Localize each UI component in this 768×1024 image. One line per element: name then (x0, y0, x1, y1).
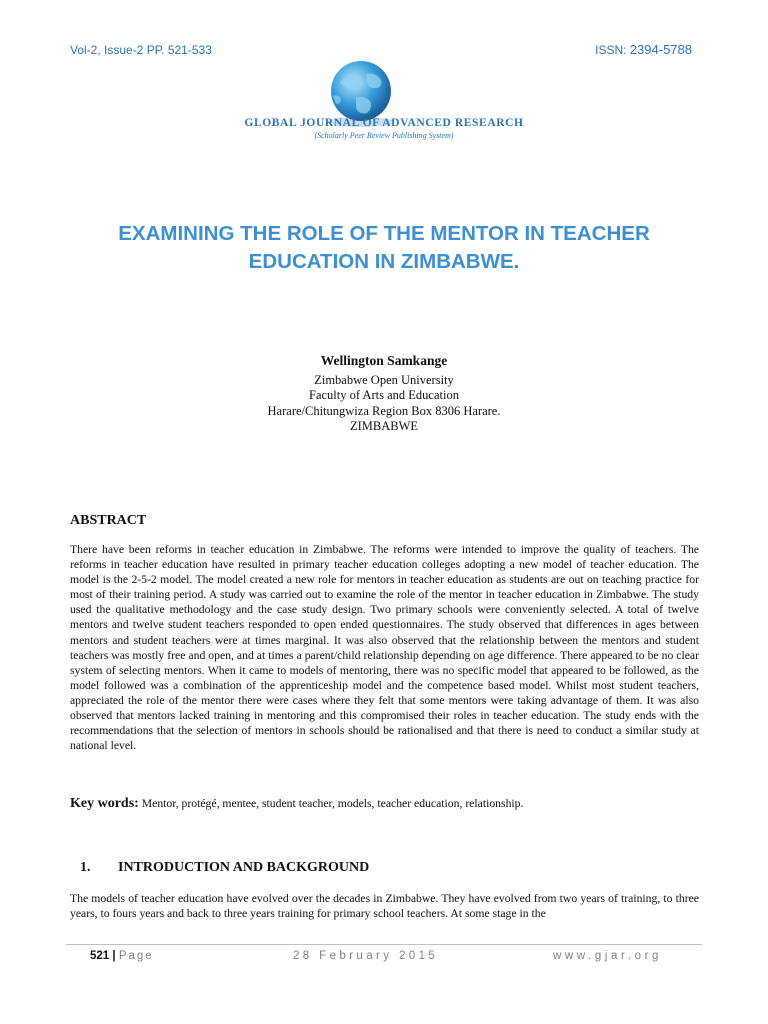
paper-title: EXAMINING THE ROLE OF THE MENTOR IN TEACHER EDUCATION IN ZIMBABWE. (118, 222, 650, 273)
abstract-body: There have been reforms in teacher education in Zimbabwe. The reforms were intended to improve the quality of teachers. The reforms in teacher education have resulted in primary teacher education colleges adopting a new model of teacher education. The model is the 2-5-2 model. The model created a new role for mentors in teacher education as students are out on teaching practice for most of their training period. A study was carried out to examine the role of the mentor in teacher education in Zimbabwe. The study used the qualitative methodology and the case study design. Two primary schools were conveniently selected. A total of twelve mentors and twelve student teachers responded to open ended questionnaires. The study observed that differences in ages between mentors and student teachers were at times marginal. It was also observed that the relationship between the mentors and student teachers was mostly free and open, and at times a parent/child relationship depending on age difference. There appeared to be no clear system of selecting mentors. When it came to models of mentoring, there was no specific model that appeared to be followed, as the model followed was a combination of the apprenticeship model and the competence based model. Whilst most student teachers, appreciated the role of the mentor there were cases where they felt that some mentors were taking advantage of them. It was also observed that mentors lacked training in mentoring and this compromised their roles in teacher education. The study ends with the recommendations that the selection of mentors in schools should be rationalised and that there is need to conduct a similar study at national level. (70, 543, 699, 753)
page-word: Page (118, 950, 154, 962)
page-number: 521 (90, 950, 110, 962)
keywords (70, 796, 699, 812)
journal-subtitle: (Scholarly Peer Review Publishing System) (314, 131, 454, 140)
affiliation-line: Zimbabwe Open University (314, 372, 454, 387)
introduction-body: The models of teacher education have evolved over the decades in Zimbabwe. They have evolved from two years of training, to three years, to fours years and back to three years training for primary school teachers. At some stage in the (70, 892, 699, 921)
section-heading-introduction (80, 860, 369, 876)
author-name: Wellington Samkange (320, 353, 448, 368)
journal-name: GLOBAL JOURNAL OF ADVANCED RESEARCH (244, 117, 524, 129)
page-separator: | (112, 950, 116, 962)
affiliation-line: ZIMBABWE (349, 419, 419, 433)
affiliation-line: Harare/Chitungwiza Region Box 8306 Harare. (267, 403, 501, 418)
keywords-label: Key words: (70, 796, 139, 811)
footer-divider (66, 944, 702, 945)
author-block (0, 353, 768, 435)
journal-volume: Vol-2, Issue-2 PP. 521-533 (70, 43, 212, 57)
section-number: 1. (80, 860, 91, 875)
issn-label: ISSN: (595, 43, 627, 57)
journal-website: www.gjar.org (553, 950, 663, 962)
abstract-heading: ABSTRACT (70, 513, 147, 528)
section-title: INTRODUCTION AND BACKGROUND (118, 860, 370, 875)
affiliation-line: Faculty of Arts and Education (309, 388, 459, 402)
page-footer (0, 950, 768, 966)
issn-number: 2394-5788 (629, 42, 692, 57)
publication-date: 28 February 2015 (293, 950, 439, 962)
keywords-text: Mentor, protégé, mentee, student teacher, models, teacher education, relationship. (141, 797, 524, 810)
issn (595, 42, 692, 57)
journal-logo (0, 60, 768, 150)
page-indicator (90, 950, 154, 962)
